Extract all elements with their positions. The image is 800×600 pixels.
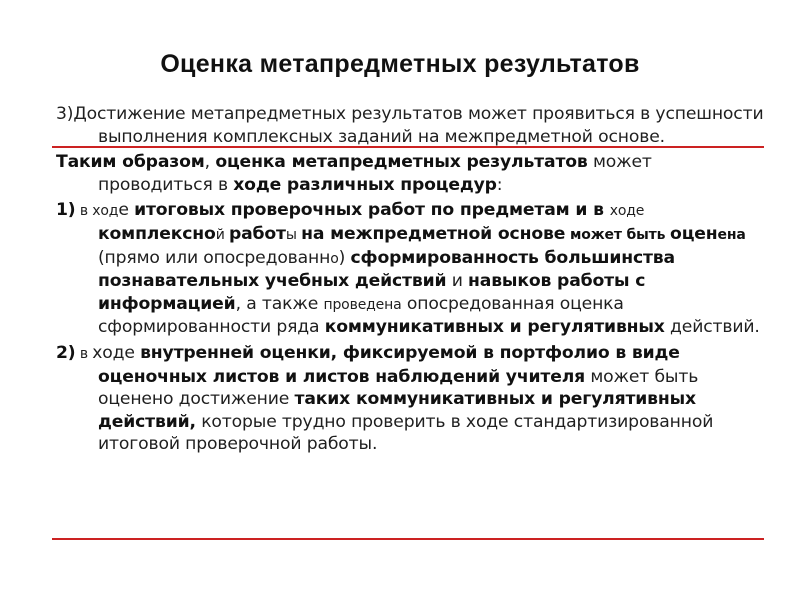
text-segment: может быть [565,226,671,243]
paragraph-3 [56,199,768,339]
text-segment: й [215,226,229,243]
text-segment: в ход [75,203,119,220]
text-segment: 2) [56,342,76,363]
text-segment: может быть оценено достижение [98,366,699,410]
text-segment: оцен [670,223,718,244]
text-segment: оценка метапредметных результатов [215,152,588,173]
paragraph-1 [56,103,768,148]
text-segment: ходе [609,203,645,220]
text-segment: внутренней оценки, фиксируемой в портфолио в виде оценочных листов и листов наблюдений учителя [98,342,680,387]
text-segment: 1) [56,200,76,221]
text-segment: 3)Достижение метапредметных результатов может проявиться в успешности выполнения комплексных заданий на межпредметной основе. [56,104,764,147]
text-segment: е [118,200,135,221]
text-segment: ) [338,247,351,268]
text-segment: в [75,345,93,362]
text-segment: действий. [664,317,760,338]
text-segment: (прямо или опосредованн [98,247,331,268]
text-segment: которые трудно проверить в ходе стандартизированной итоговой проверочной работы. [98,411,714,455]
text-segment: : [496,174,503,195]
text-segment: проведена [323,296,402,313]
text-segment: коммуникативных и регулятивных [324,317,665,338]
slide-title: Оценка метапредметных результатов [160,50,640,78]
text-segment: ена [717,226,746,243]
text-segment: итоговых проверочных работ по предметам и в [134,200,610,221]
text-segment: работ [228,223,286,244]
bottom-divider-line [52,538,764,540]
text-segment: Таким образом [56,152,205,173]
text-segment: на межпредметной основе [301,223,566,244]
paragraph-2 [56,151,768,196]
text-segment: ходе различных процедур [233,174,497,195]
slide-body [56,103,768,459]
text-segment: может проводиться в [98,152,652,195]
text-segment: и [446,271,469,292]
text-segment: , а также [235,293,324,314]
text-segment: сформированность большинства познавательных учебных действий [98,247,675,292]
text-segment: ы [285,226,302,243]
text-segment: ходе [92,342,141,363]
text-segment: комплексно [98,223,216,244]
paragraph-4 [56,342,768,456]
text-segment: навыков работы с информацией [98,271,646,314]
text-segment: , [204,152,216,173]
text-segment: о [330,250,339,267]
text-segment: таких коммуникативных и регулятивных действий, [98,389,696,432]
text-segment: опосредованная оценка сформированности ряда [98,293,624,338]
